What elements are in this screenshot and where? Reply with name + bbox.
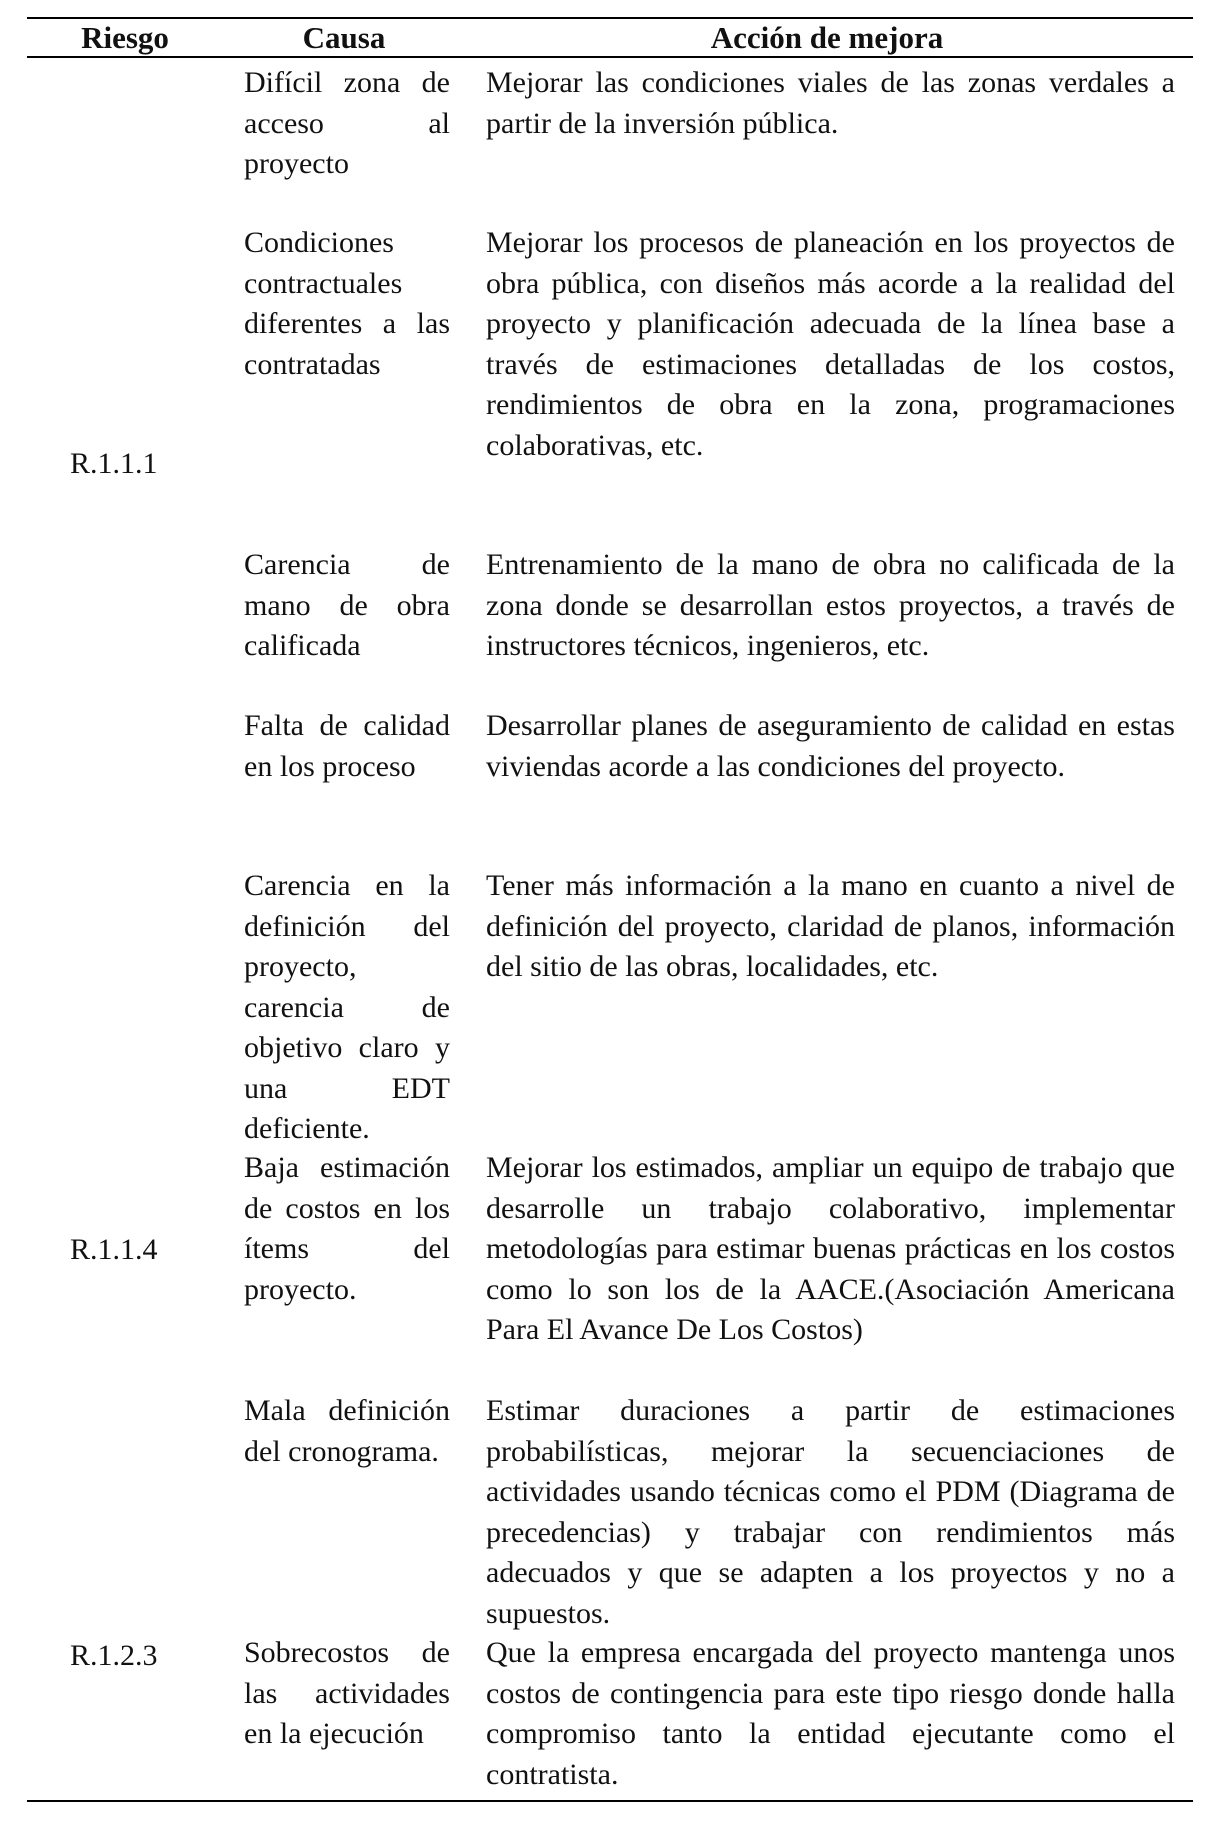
action-cell: Tener más información a la mano en cuanto a nivel de definición del proyecto, claridad de planos, información del sitio de las obras, localidades, etc. <box>486 869 1175 983</box>
cause-cell: Baja estimación de costos en los ítems del proyecto. <box>244 1151 450 1306</box>
cause-cell: Falta de calidad en los proceso <box>244 709 450 783</box>
risk-code: R.1.1.4 <box>70 1233 158 1266</box>
table-top-rule <box>27 17 1193 19</box>
header-riesgo: Riesgo <box>81 20 169 55</box>
risk-code: R.1.1.1 <box>70 447 158 480</box>
risk-code: R.1.2.3 <box>70 1639 158 1672</box>
header-accion: Acción de mejora <box>710 20 944 55</box>
cause-cell: Carencia de mano de obra calificada <box>244 548 450 662</box>
cause-cell: Sobrecostos de las actividades en la ejecución <box>244 1636 450 1750</box>
table-bottom-rule <box>27 1800 1193 1802</box>
cause-cell: Carencia en la definición del proyecto, carencia de objetivo claro y una EDT deficiente. <box>244 869 450 1145</box>
table-header-rule <box>27 56 1193 58</box>
action-cell: Que la empresa encargada del proyecto mantenga unos costos de contingencia para este tipo riesgo donde halla compromiso tanto la entidad ejecutante como el contratista. <box>486 1636 1175 1791</box>
action-cell: Estimar duraciones a partir de estimaciones probabilísticas, mejorar la secuenciaciones de actividades usando técnicas como el PDM (Diagrama de precedencias) y trabajar con rendimientos más adecuados y que se adapten a los proyectos y no a supuestos. <box>486 1394 1175 1630</box>
action-cell: Mejorar los procesos de planeación en los proyectos de obra pública, con diseños más acorde a la realidad del proyecto y planificación adecuada de la línea base a través de estimaciones detalladas de los costos, rendimientos de obra en la zona, programaciones colaborativas, etc. <box>486 226 1175 462</box>
action-cell: Desarrollar planes de aseguramiento de calidad en estas viviendas acorde a las condiciones del proyecto. <box>486 709 1175 783</box>
cause-cell: Condiciones contractuales diferentes a las contratadas <box>244 226 450 381</box>
cause-cell: Difícil zona de acceso al proyecto <box>244 66 450 180</box>
cause-cell: Mala definición del cronograma. <box>244 1394 450 1468</box>
action-cell: Mejorar los estimados, ampliar un equipo de trabajo que desarrolle un trabajo colaborativo, implementar metodologías para estimar buenas prácticas en los costos como lo son los de la AACE.(Asociación Americana Para El Avance De Los Costos) <box>486 1151 1175 1346</box>
header-causa: Causa <box>302 20 386 55</box>
action-cell: Mejorar las condiciones viales de las zonas verdales a partir de la inversión pública. <box>486 66 1175 140</box>
action-cell: Entrenamiento de la mano de obra no calificada de la zona donde se desarrollan estos proyectos, a través de instructores técnicos, ingenieros, etc. <box>486 548 1175 662</box>
